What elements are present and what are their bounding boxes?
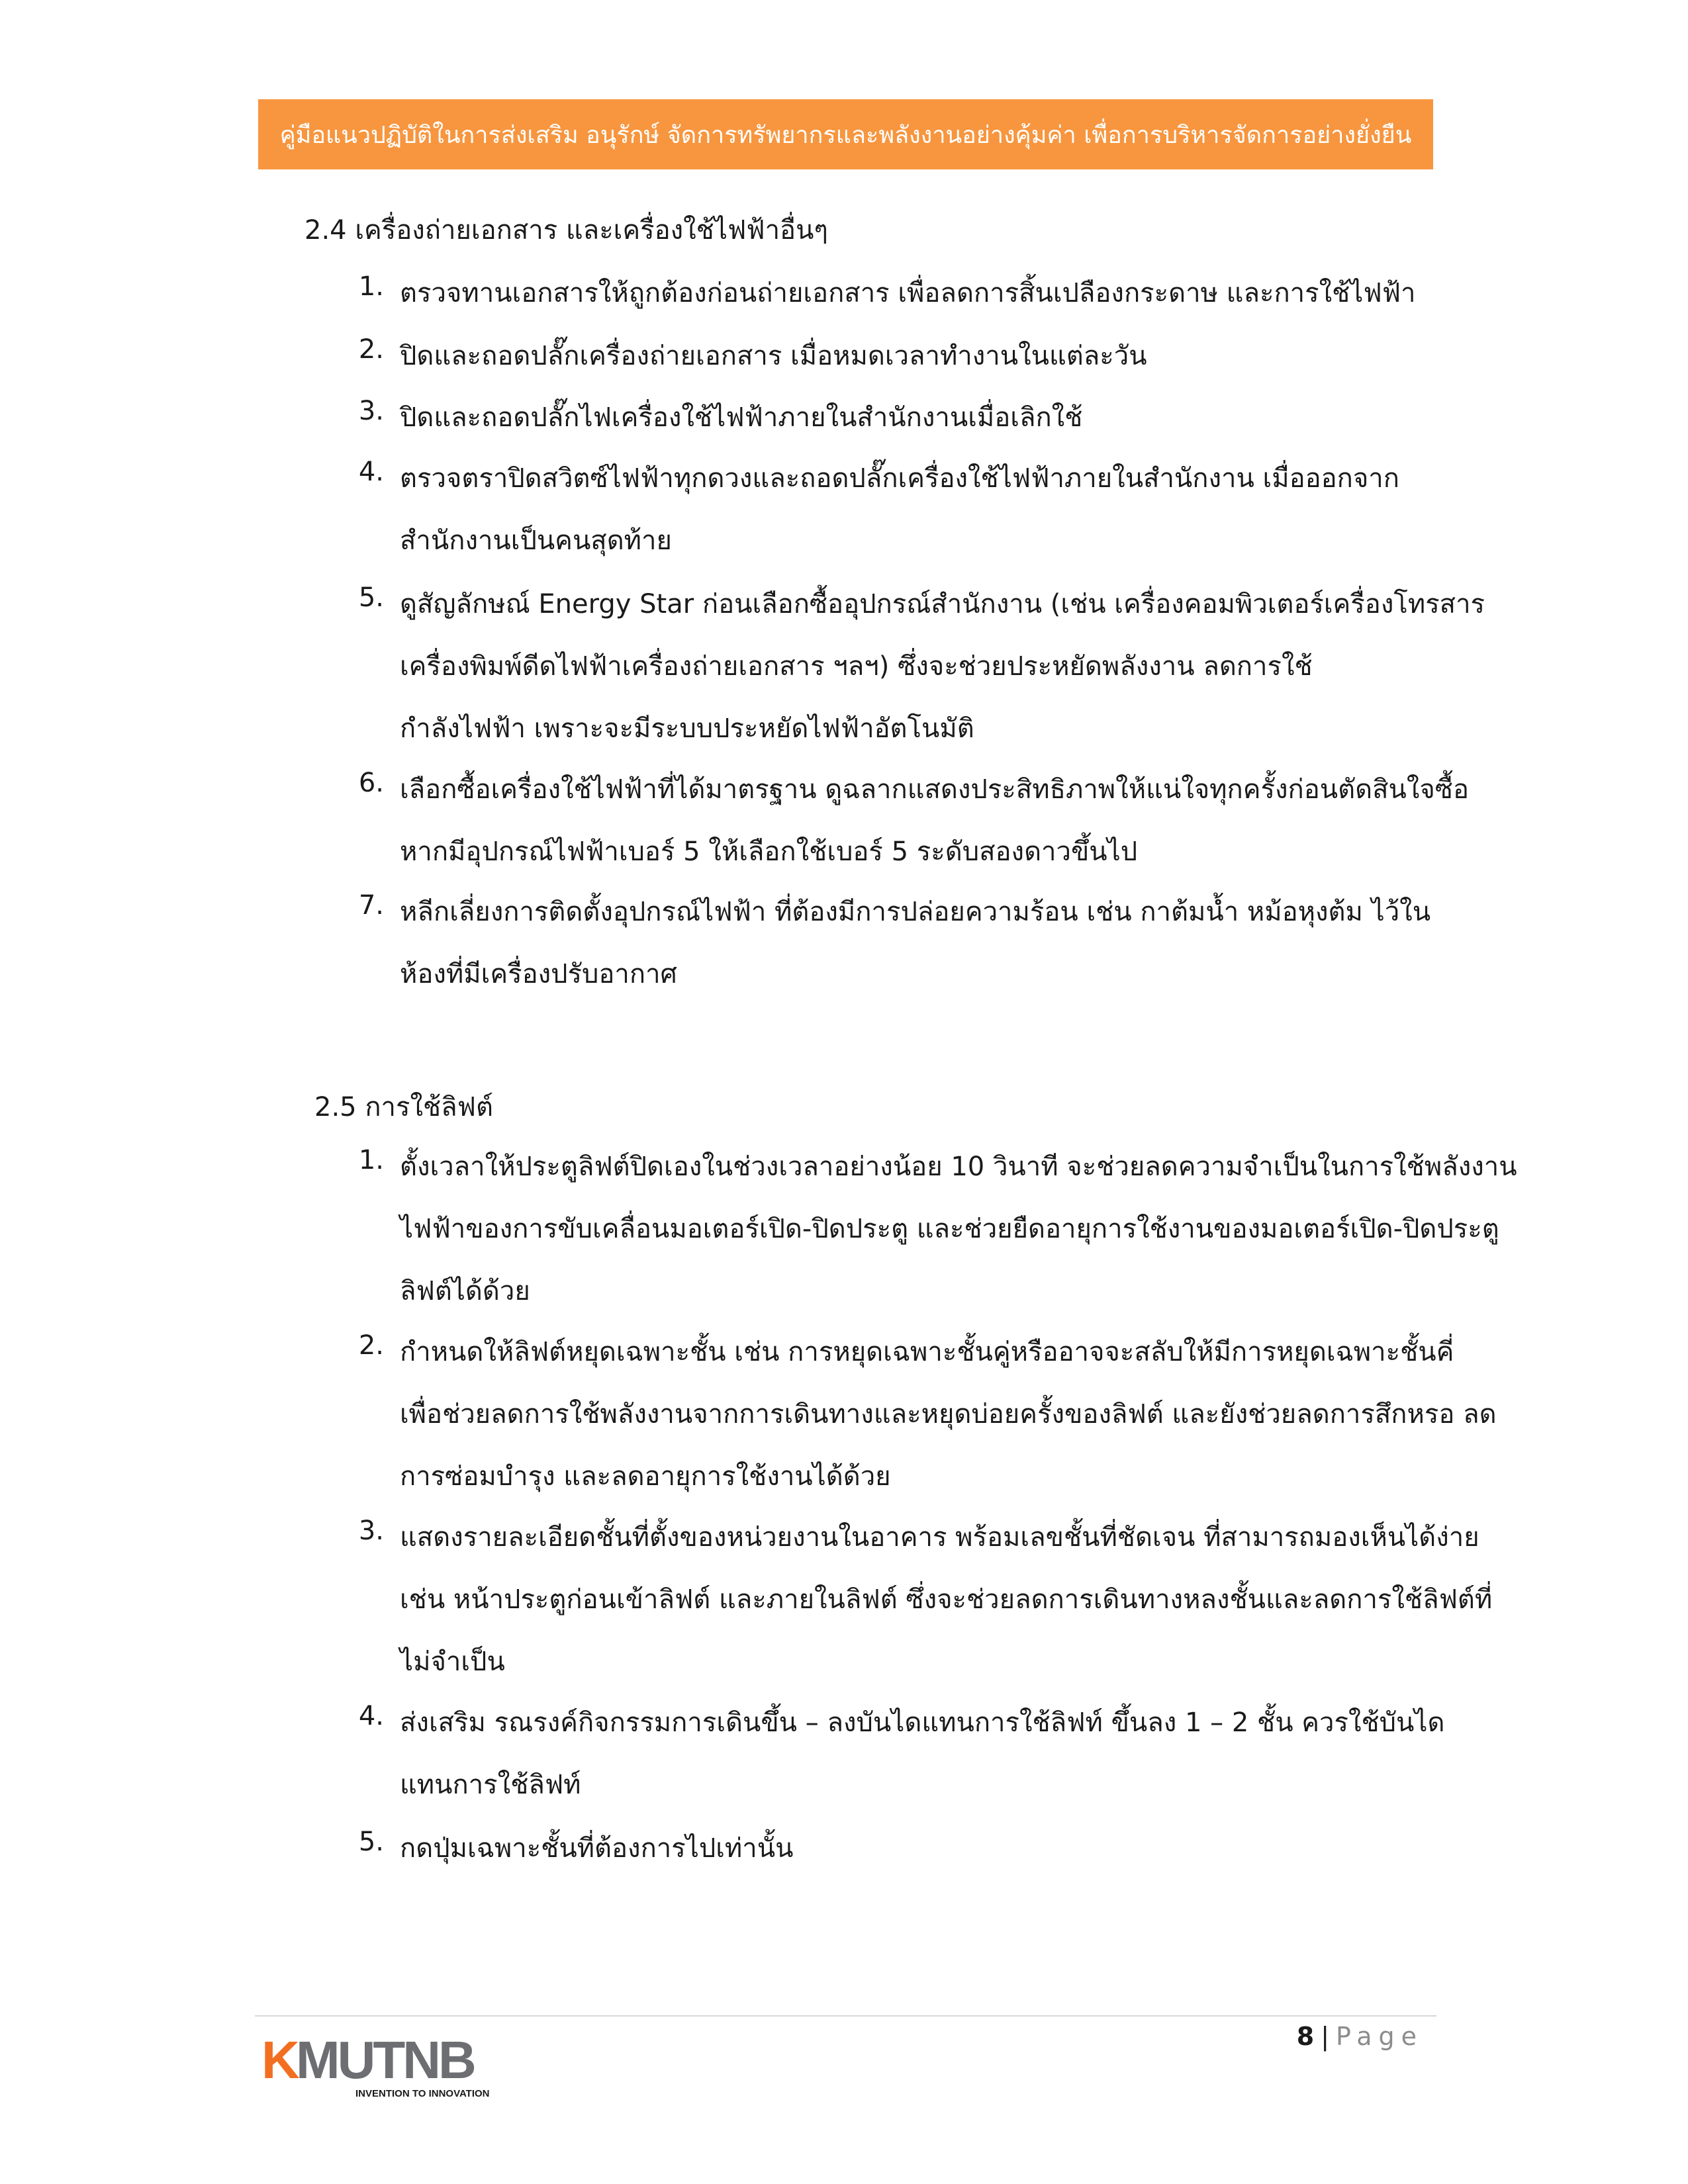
page-word: Page [1336, 2022, 1423, 2051]
list-item-text-line: ลิฟต์ได้ด้วย [400, 1276, 530, 1306]
list-item-text-line: เพื่อช่วยลดการใช้พลังงานจากการเดินทางและหยุดบ่อยครั้งของลิฟต์ และยังช่วยลดการสึกหรอ ลด [400, 1399, 1497, 1430]
list-item-number: 3. [358, 1516, 384, 1546]
list-item-number: 1. [358, 271, 384, 302]
list-item-number: 6. [358, 768, 384, 798]
list-item-text-line: กำลังไฟฟ้า เพราะจะมีระบบประหยัดไฟฟ้าอัตโนมัติ [400, 713, 974, 744]
list-item-number: 5. [358, 582, 384, 613]
list-item-text-line: หากมีอุปกรณ์ไฟฟ้าเบอร์ 5 ให้เลือกใช้เบอร์ 5 ระดับสองดาวขึ้นไป [400, 837, 1138, 867]
list-item-text-line: ไม่จำเป็น [400, 1647, 505, 1677]
list-item-text-line: ปิดและถอดปลั๊กเครื่องถ่ายเอกสาร เมื่อหมดเวลาทำงานในแต่ละวัน [400, 341, 1147, 371]
list-item-number: 5. [358, 1827, 384, 1857]
page-number-separator: | [1321, 2022, 1329, 2051]
list-item-number: 2. [358, 1330, 384, 1361]
page-number-value: 8 [1296, 2022, 1315, 2051]
header-title: คู่มือแนวปฏิบัติในการส่งเสริม อนุรักษ์ จัดการทรัพยากรและพลังงานอย่างคุ้มค่า เพื่อการบริหารจัดการอย่างยั่งยืน [279, 121, 1412, 149]
footer-divider [255, 2015, 1436, 2017]
svg-text:MUTNB: MUTNB [296, 2030, 474, 2089]
list-item-text-line: ไฟฟ้าของการขับเคลื่อนมอเตอร์เปิด-ปิดประตู และช่วยยืดอายุการใช้งานของมอเตอร์เปิด-ปิดประตู [400, 1214, 1499, 1244]
section-heading-2-4: 2.4 เครื่องถ่ายเอกสาร และเครื่องใช้ไฟฟ้าอื่นๆ [305, 215, 828, 246]
list-item-number: 3. [358, 396, 384, 426]
list-item-text-line: กดปุ่มเฉพาะชั้นที่ต้องการไปเท่านั้น [400, 1833, 794, 1864]
kmutnb-logo [261, 2030, 500, 2102]
list-item-number: 2. [358, 334, 384, 365]
list-item-text-line: กำหนดให้ลิฟต์หยุดเฉพาะชั้น เช่น การหยุดเฉพาะชั้นคู่หรืออาจจะสลับให้มีการหยุดเฉพาะชั้นคี่ [400, 1337, 1454, 1367]
list-item-text-line: แทนการใช้ลิฟท์ [400, 1770, 581, 1800]
svg-text:K: K [261, 2030, 297, 2089]
svg-text:INVENTION TO INNOVATION: INVENTION TO INNOVATION [355, 2088, 490, 2099]
list-item-text-line: เครื่องพิมพ์ดีดไฟฟ้าเครื่องถ่ายเอกสาร ฯลฯ) ซึ่งจะช่วยประหยัดพลังงาน ลดการใช้ [400, 651, 1313, 682]
list-item-text-line: ดูสัญลักษณ์ Energy Star ก่อนเลือกซื้ออุปกรณ์สำนักงาน (เช่น เครื่องคอมพิวเตอร์เครื่องโทรสาร [400, 589, 1485, 619]
list-item-text-line: ตั้งเวลาให้ประตูลิฟต์ปิดเองในช่วงเวลาอย่างน้อย 10 วินาที จะช่วยลดความจำเป็นในการใช้พลังงาน [400, 1152, 1517, 1182]
list-item-text-line: ตรวจทานเอกสารให้ถูกต้องก่อนถ่ายเอกสาร เพื่อลดการสิ้นเปลืองกระดาษ และการใช้ไฟฟ้า [400, 278, 1416, 308]
page-number [1297, 2022, 1423, 2051]
list-item-number: 1. [358, 1145, 384, 1175]
list-item-text-line: ตรวจตราปิดสวิตซ์ไฟฟ้าทุกดวงและถอดปลั๊กเครื่องใช้ไฟฟ้าภายในสำนักงาน เมื่อออกจาก [400, 463, 1399, 494]
list-item-text-line: ส่งเสริม รณรงค์กิจกรรมการเดินขึ้น – ลงบันไดแทนการใช้ลิฟท์ ขึ้นลง 1 – 2 ชั้น ควรใช้บันได [400, 1707, 1445, 1738]
list-item-number: 7. [358, 890, 384, 921]
list-item-text-line: ปิดและถอดปลั๊กไฟเครื่องใช้ไฟฟ้าภายในสำนักงานเมื่อเลิกใช้ [400, 402, 1083, 433]
list-item-text-line: การซ่อมบำรุง และลดอายุการใช้งานได้ด้วย [400, 1461, 891, 1492]
list-item-text-line: เลือกซื้อเครื่องใช้ไฟฟ้าที่ได้มาตรฐาน ดูฉลากแสดงประสิทธิภาพให้แน่ใจทุกครั้งก่อนตัดสินใจซื้อ [400, 774, 1469, 805]
list-item-text-line: สำนักงานเป็นคนสุดท้าย [400, 525, 672, 556]
list-item-text-line: ห้องที่มีเครื่องปรับอากาศ [400, 959, 677, 989]
document-header [258, 99, 1433, 169]
list-item-number: 4. [358, 1701, 384, 1731]
section-heading-2-5: 2.5 การใช้ลิฟต์ [314, 1092, 493, 1122]
list-item-number: 4. [358, 457, 384, 487]
list-item-text-line: แสดงรายละเอียดชั้นที่ตั้งของหน่วยงานในอาคาร พร้อมเลขชั้นที่ชัดเจน ที่สามารถมองเห็นได้ง่าย [400, 1522, 1479, 1553]
list-item-text-line: เช่น หน้าประตูก่อนเข้าลิฟต์ และภายในลิฟต์ ซึ่งจะช่วยลดการเดินทางหลงชั้นและลดการใช้ลิฟต์ที่ [400, 1584, 1493, 1615]
list-item-text-line: หลีกเลี่ยงการติดตั้งอุปกรณ์ไฟฟ้า ที่ต้องมีการปล่อยความร้อน เช่น กาต้มน้ำ หม้อหุงต้ม ไว้ใน [400, 897, 1431, 927]
